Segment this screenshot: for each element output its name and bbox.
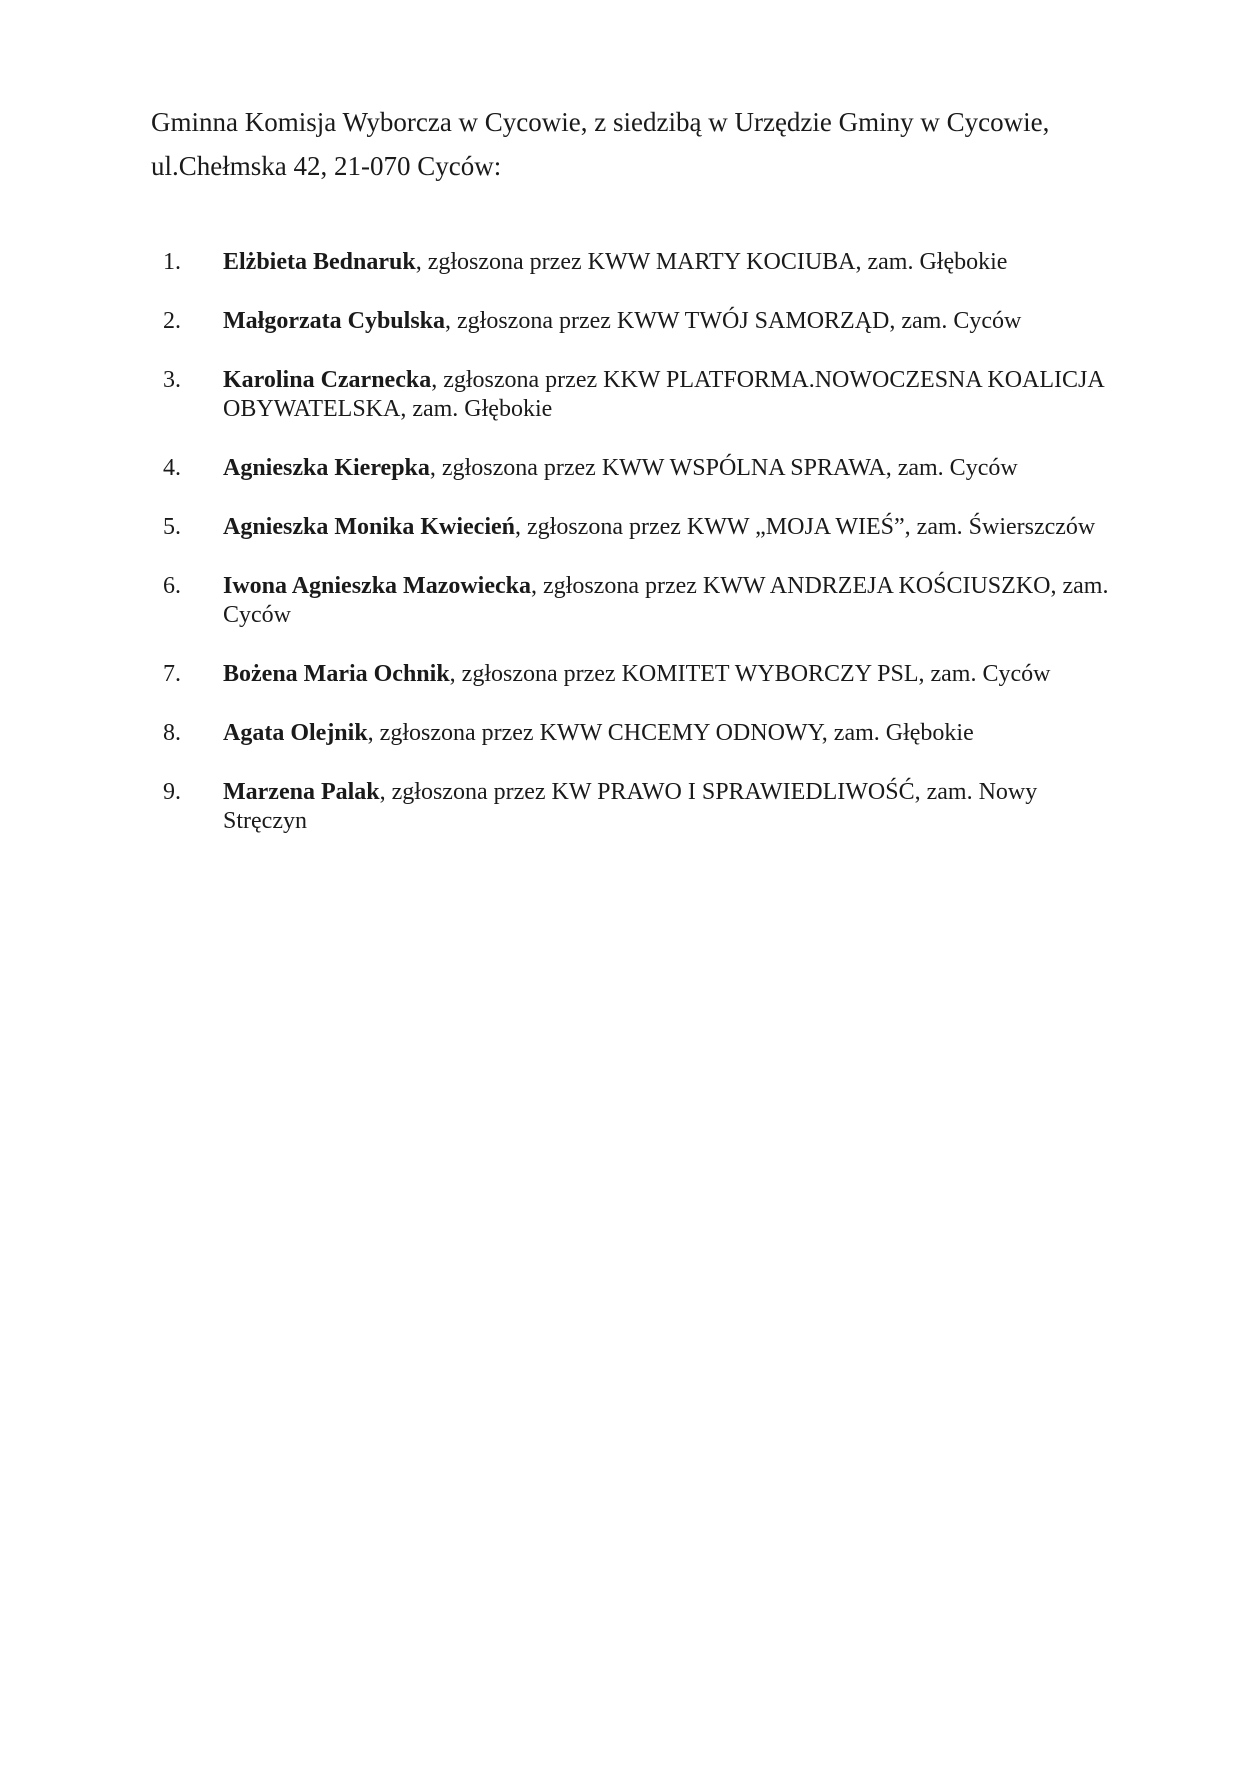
list-item	[151, 366, 1115, 424]
member-details: , zgłoszona przez KKW PLATFORMA.NOWOCZESNA KOALICJA OBYWATELSKA, zam. Głębokie	[223, 367, 1104, 422]
item-number: 5.	[163, 514, 181, 540]
commission-header	[151, 100, 1115, 188]
list-item	[151, 248, 1115, 277]
commission-header-line-2: ul.Chełmska 42, 21-070 Cyców:	[151, 151, 502, 181]
item-number: 3.	[163, 367, 181, 393]
list-item	[151, 307, 1115, 336]
item-number: 2.	[163, 308, 181, 334]
list-item	[151, 660, 1115, 689]
list-item	[151, 513, 1115, 542]
item-number: 6.	[163, 573, 181, 599]
member-name: Iwona Agnieszka Mazowiecka	[223, 573, 531, 599]
member-name: Karolina Czarnecka	[223, 367, 432, 393]
item-number: 7.	[163, 661, 181, 687]
item-number: 4.	[163, 455, 181, 481]
member-details: , zgłoszona przez KWW CHCEMY ODNOWY, zam. Głębokie	[367, 720, 974, 746]
member-details: , zgłoszona przez KW PRAWO I SPRAWIEDLIWOŚĆ, zam. Nowy Stręczyn	[223, 779, 1038, 834]
list-item	[151, 454, 1115, 483]
member-name: Agata Olejnik	[223, 720, 368, 746]
item-number: 1.	[163, 249, 181, 275]
item-number: 8.	[163, 720, 181, 746]
member-details: , zgłoszona przez KOMITET WYBORCZY PSL, zam. Cyców	[449, 661, 1051, 687]
member-name: Bożena Maria Ochnik	[223, 661, 450, 687]
member-name: Agnieszka Kierepka	[223, 455, 430, 481]
member-name: Elżbieta Bednaruk	[223, 249, 416, 275]
item-number: 9.	[163, 779, 181, 805]
member-details: , zgłoszona przez KWW MARTY KOCIUBA, zam. Głębokie	[415, 249, 1008, 275]
commission-header-line-1: Gminna Komisja Wyborcza w Cycowie, z siedzibą w Urzędzie Gminy w Cycowie,	[151, 107, 1050, 137]
member-name: Małgorzata Cybulska	[223, 308, 445, 334]
member-details: , zgłoszona przez KWW TWÓJ SAMORZĄD, zam. Cyców	[445, 308, 1022, 334]
member-details: , zgłoszona przez KWW „MOJA WIEŚ”, zam. Świerszczów	[515, 514, 1096, 540]
member-name: Marzena Palak	[223, 779, 380, 805]
list-item	[151, 719, 1115, 748]
list-item	[151, 572, 1115, 630]
member-name: Agnieszka Monika Kwiecień	[223, 514, 515, 540]
member-details: , zgłoszona przez KWW ANDRZEJA KOŚCIUSZKO, zam. Cyców	[223, 573, 1109, 628]
members-list	[151, 248, 1115, 866]
list-item	[151, 778, 1115, 836]
member-details: , zgłoszona przez KWW WSPÓLNA SPRAWA, zam. Cyców	[429, 455, 1018, 481]
